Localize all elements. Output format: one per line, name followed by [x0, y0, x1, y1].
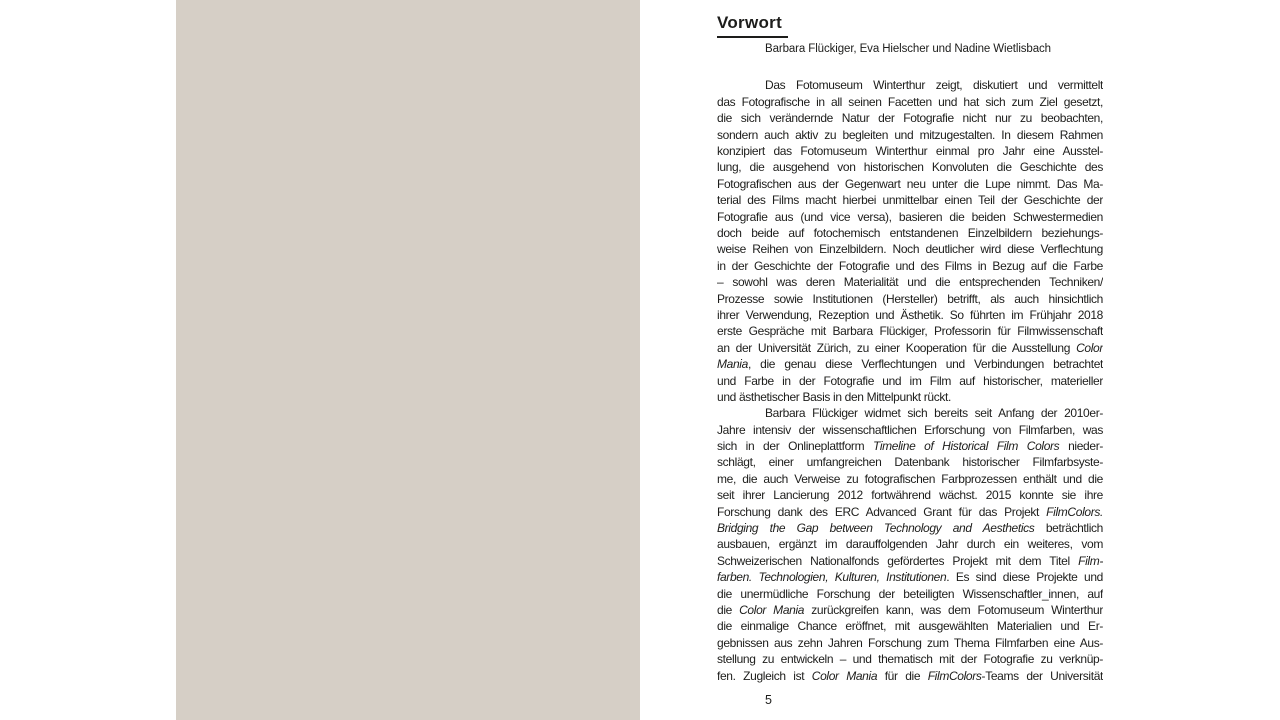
text-segment: sich in der Onlineplattform — [717, 439, 873, 454]
body-line — [717, 176, 1103, 192]
text-segment: Forschung dank des ERC Advanced Grant für das Projekt — [717, 504, 1047, 519]
text-segment: nieder- — [1059, 439, 1103, 454]
body-line — [717, 241, 1103, 257]
body-line — [717, 651, 1103, 667]
body-line — [717, 225, 1103, 241]
body-line — [717, 438, 1103, 454]
text-segment: die — [717, 602, 740, 617]
text-segment: die einmalige Chance eröffnet, mit ausgewählten Materialien und Er- — [717, 619, 1103, 634]
body-line — [717, 520, 1103, 536]
body-line — [717, 323, 1103, 339]
body-line — [717, 668, 1103, 684]
italic-text: Mania — [717, 357, 748, 372]
text-segment: seit ihrer Lancierung 2012 fortwährend wächst. 2015 konnte sie ihre — [717, 488, 1103, 503]
text-segment: die sich verändernde Natur der Fotografie nicht nur zu beobachten, — [717, 111, 1103, 126]
body-line — [717, 340, 1103, 356]
body-line — [717, 291, 1103, 307]
left-page-blank — [176, 0, 640, 720]
authors-line: Barbara Flückiger, Eva Hielscher und Nadine Wietlisbach — [765, 42, 1051, 55]
text-segment: fen. Zugleich ist — [717, 668, 812, 683]
italic-text: farben. Technologien, Kulturen, Institutionen — [717, 570, 947, 585]
italic-text: Color Mania — [811, 668, 878, 683]
body-line — [717, 77, 1103, 93]
text-segment: sondern auch aktiv zu begleiten und mitzugestalten. In diesem Rahmen — [717, 127, 1103, 142]
body-line — [717, 274, 1103, 290]
text-segment: ihrer Verwendung, Rezeption und Ästhetik. So führten im Frühjahr 2018 — [717, 307, 1103, 322]
text-segment: an der Universität Zürich, zu einer Kooperation für die Ausstellung — [717, 340, 1077, 355]
body-line — [717, 635, 1103, 651]
text-segment: Schweizerischen Nationalfonds gefördertes Projekt mit dem Titel — [717, 553, 1079, 568]
paragraph — [717, 405, 1103, 684]
italic-text: Color — [1076, 340, 1103, 355]
text-segment: das Fotografische in all seinen Facetten und hat sich zum Ziel gesetzt, — [717, 94, 1103, 109]
body-line — [717, 471, 1103, 487]
italic-text: FilmColors. — [1046, 504, 1103, 519]
body-line — [717, 356, 1103, 372]
body-line — [717, 389, 1103, 405]
right-page — [717, 14, 1103, 707]
text-segment: . Es sind diese Projekte und — [946, 570, 1103, 585]
text-segment: stellung zu entwickeln – und thematisch mit der Fotografie zu verknüp- — [717, 652, 1103, 667]
body-line — [717, 192, 1103, 208]
text-segment: Das Fotomuseum Winterthur zeigt, diskutiert und vermittelt — [765, 78, 1103, 93]
text-segment: und Farbe in der Fotografie und im Film auf historischer, materieller — [717, 373, 1103, 388]
text-segment: schlägt, einer umfangreichen Datenbank historischer Filmfarbsyste- — [717, 455, 1103, 470]
paragraph — [717, 77, 1103, 405]
page-number: 5 — [765, 692, 772, 707]
text-segment: lung, die ausgehend von historischen Konvoluten die Geschichte des — [717, 160, 1103, 175]
body-line — [717, 209, 1103, 225]
text-segment: die unermüdliche Forschung der beteiligten Wissenschaftler_innen, auf — [717, 586, 1103, 601]
text-segment: terial des Films macht hierbei unmittelbar einen Teil der Geschichte der — [717, 193, 1103, 208]
text-segment: und ästhetischer Basis in den Mittelpunkt rückt. — [717, 389, 951, 404]
text-segment: ausbauen, ergänzt im darauffolgenden Jahr durch ein weiteres, vom — [717, 537, 1103, 552]
body-line — [717, 504, 1103, 520]
body-line — [717, 159, 1103, 175]
body-line — [717, 454, 1103, 470]
italic-text: Color Mania — [739, 602, 805, 617]
body-line — [717, 94, 1103, 110]
body-line — [717, 405, 1103, 421]
body-line — [717, 536, 1103, 552]
page-title: Vorwort — [717, 14, 788, 38]
text-segment: me, die auch Verweise zu fotografischen Farbprozessen enthält und die — [717, 471, 1103, 486]
body-line — [717, 307, 1103, 323]
text-segment: gebnissen aus zehn Jahren Forschung zum Thema Filmfarben eine Aus- — [717, 635, 1103, 650]
body-line — [717, 586, 1103, 602]
text-segment: beträchtlich — [1034, 521, 1103, 536]
body-line — [717, 553, 1103, 569]
body-line — [717, 373, 1103, 389]
text-segment: Jahre intensiv der wissenschaftlichen Erforschung von Filmfarben, was — [717, 422, 1103, 437]
italic-text: Timeline of Historical Film Colors — [872, 439, 1060, 454]
text-segment: für die — [877, 668, 928, 683]
body-line — [717, 618, 1103, 634]
text-segment: zurückgreifen kann, was dem Fotomuseum Winterthur — [804, 602, 1103, 617]
italic-text: FilmColors — [927, 668, 982, 683]
text-segment: Fotografischen aus der Gegenwart neu unter die Lupe nimmt. Das Ma- — [717, 176, 1103, 191]
body-line — [717, 258, 1103, 274]
text-segment: doch beide auf fotochemisch entstandenen Einzelbildern beziehungs- — [717, 226, 1103, 240]
body-line — [717, 127, 1103, 143]
text-segment: , die genau diese Verflechtungen und Verbindungen betrachtet — [747, 357, 1103, 372]
text-segment: weise Reihen von Einzelbildern. Noch deutlicher wird diese Verflechtung — [717, 242, 1103, 257]
italic-text: Bridging the Gap between Technology and Aesthetics — [717, 521, 1035, 536]
text-segment: Barbara Flückiger widmet sich bereits seit Anfang der 2010er- — [765, 406, 1103, 421]
body-line — [717, 422, 1103, 438]
text-segment: erste Gespräche mit Barbara Flückiger, Professorin für Filmwissenschaft — [717, 324, 1103, 339]
text-segment: – sowohl was deren Materialität und die entsprechenden Techniken/ — [717, 275, 1103, 290]
text-segment: Prozesse sowie Institutionen (Hersteller) betrifft, als auch hinsichtlich — [717, 291, 1103, 306]
body-line — [717, 569, 1103, 585]
text-segment: Fotografie aus (und vice versa), basieren die beiden Schwestermedien — [717, 209, 1103, 224]
body-line — [717, 143, 1103, 159]
text-segment: konzipiert das Fotomuseum Winterthur einmal pro Jahr eine Ausstel- — [717, 144, 1103, 159]
text-segment: -Teams der Universität — [981, 668, 1103, 683]
body-text — [717, 77, 1103, 683]
body-line — [717, 602, 1103, 618]
body-line — [717, 487, 1103, 503]
body-line — [717, 110, 1103, 126]
text-segment: in der Geschichte der Fotografie und des Films in Bezug auf die Farbe — [717, 258, 1103, 273]
italic-text: Film- — [1078, 553, 1103, 568]
